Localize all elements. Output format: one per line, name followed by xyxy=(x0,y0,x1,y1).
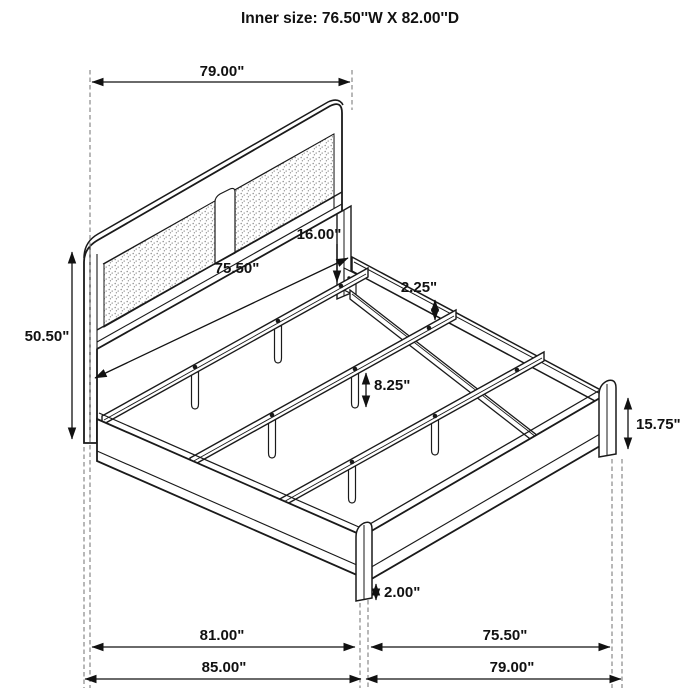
dim-label: 50.50" xyxy=(24,328,70,345)
dim-label: 75.50" xyxy=(482,627,528,644)
footboard-face xyxy=(368,391,612,581)
headboard-center-divider xyxy=(215,188,235,264)
support-leg xyxy=(269,419,276,458)
support-leg xyxy=(275,326,282,363)
dim-label: 15.75" xyxy=(636,416,681,433)
dim-footboard-outer-width xyxy=(366,659,621,679)
dim-label: 79.00" xyxy=(489,659,535,676)
left-rail-lip xyxy=(97,451,366,569)
dim-panel-height xyxy=(297,226,342,282)
dim-label: 85.00" xyxy=(201,659,247,676)
support-leg xyxy=(192,372,199,409)
diagram-title: Inner size: 76.50''W X 82.00''D xyxy=(240,10,460,27)
dim-footboard-inner-width xyxy=(371,627,610,647)
dim-label: 79.00" xyxy=(199,63,245,80)
screw-dot xyxy=(433,414,438,419)
slat-rail-2-edge xyxy=(192,316,454,462)
footboard xyxy=(356,380,616,601)
screw-dot xyxy=(515,368,520,373)
dim-label: 2.25" xyxy=(400,279,438,296)
dimensions xyxy=(25,10,681,679)
dim-leg-height xyxy=(366,373,410,407)
screw-dot xyxy=(427,326,432,331)
dim-label: 75.50" xyxy=(214,260,260,277)
support-leg xyxy=(432,420,439,455)
dim-label: 81.00" xyxy=(199,627,245,644)
screw-dot xyxy=(193,365,198,370)
dim-label: 2.00" xyxy=(384,584,421,601)
screw-dot xyxy=(353,367,358,372)
screw-dot xyxy=(339,284,344,289)
screw-dot xyxy=(350,460,355,465)
screw-dot xyxy=(270,413,275,418)
dim-depth-outer xyxy=(85,659,361,679)
dim-headboard-height xyxy=(25,252,72,439)
support-leg xyxy=(349,466,356,503)
screw-dot xyxy=(276,319,281,324)
dim-depth-inner xyxy=(92,627,355,647)
dim-headboard-width xyxy=(92,63,350,82)
bed-drawing xyxy=(84,100,616,601)
dim-label: 8.25" xyxy=(374,377,411,394)
dim-foot-clearance xyxy=(376,584,420,601)
support-leg xyxy=(352,373,359,408)
dim-label: 16.00" xyxy=(296,226,342,243)
dim-footboard-height xyxy=(628,398,681,449)
footboard-lip xyxy=(368,427,612,569)
